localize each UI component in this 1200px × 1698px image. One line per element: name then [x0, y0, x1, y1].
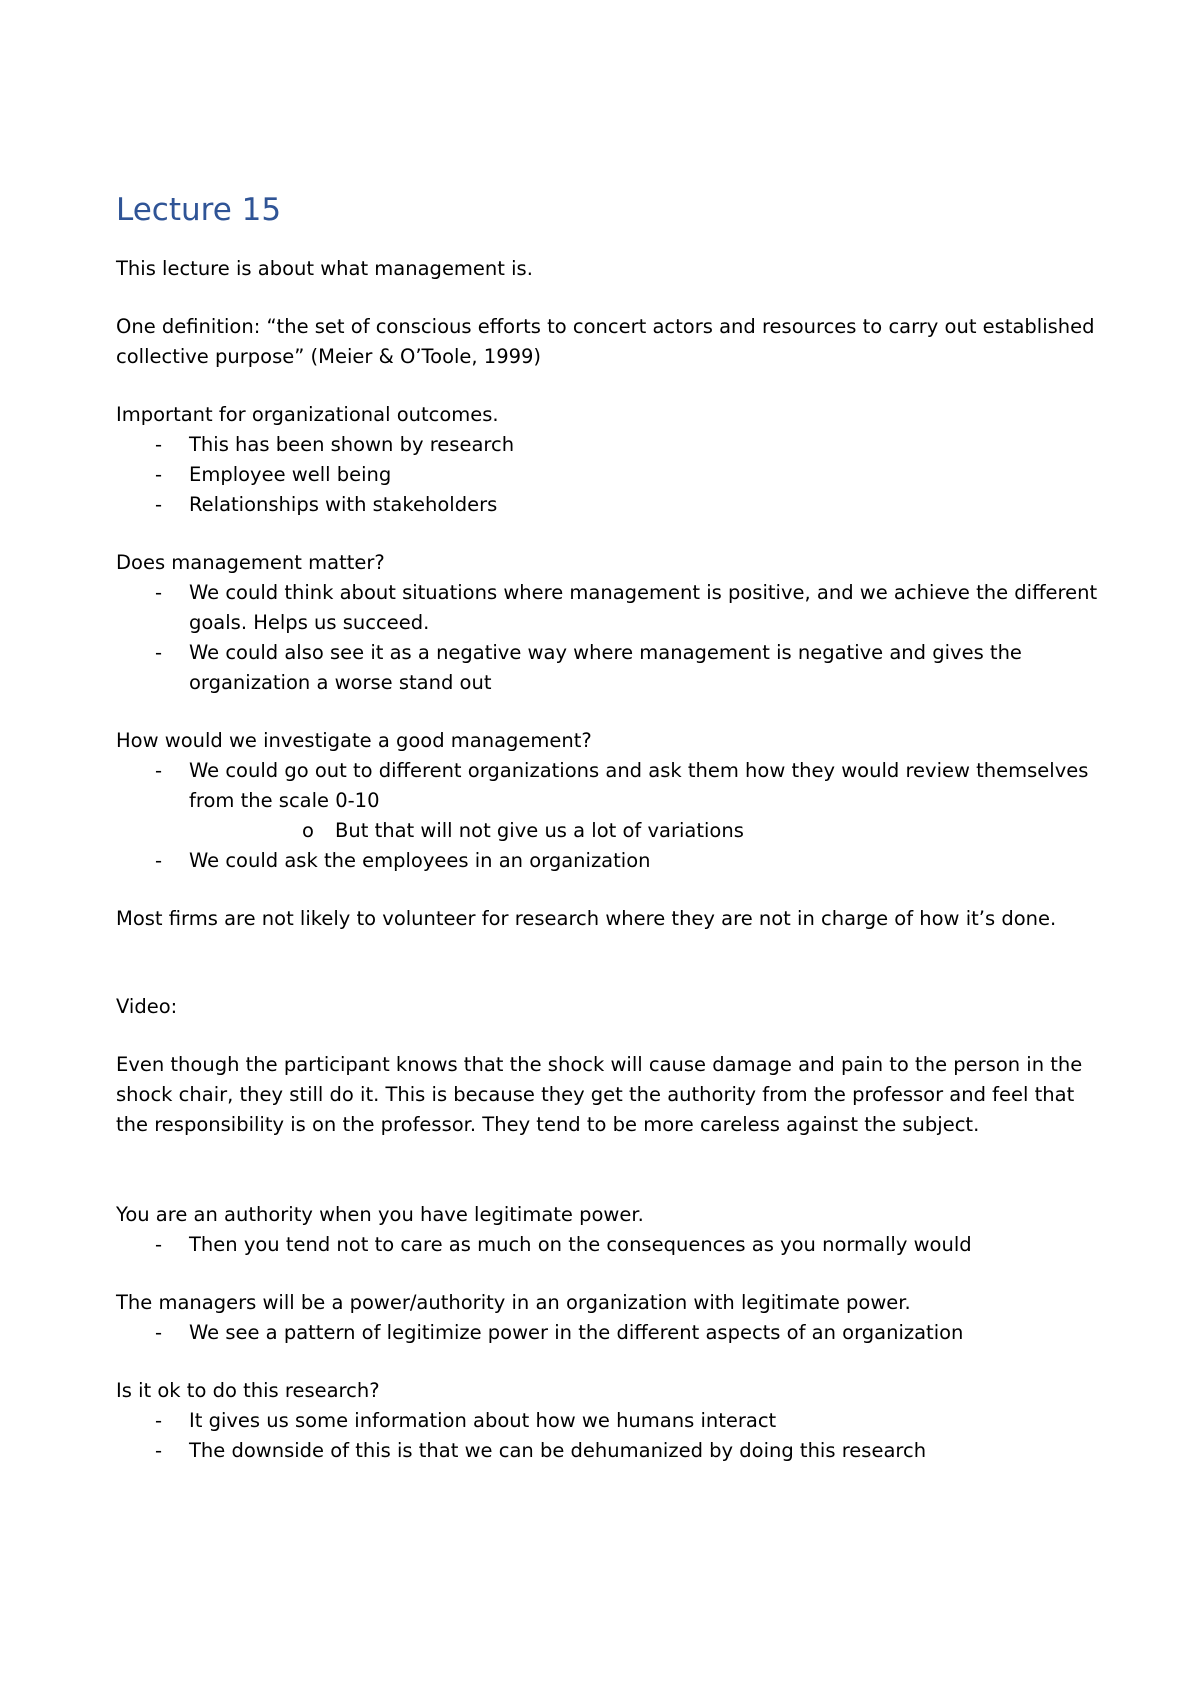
- list-item: - We see a pattern of legitimize power in the different aspects of an organization: [116, 1318, 1106, 1348]
- managers-list: [116, 1318, 1106, 1348]
- list-item: - Employee well being: [116, 460, 1106, 490]
- list-item: - Relationships with stakeholders: [116, 490, 1106, 520]
- list-item: - The downside of this is that we can be dehumanized by doing this research: [116, 1436, 1106, 1466]
- definition-paragraph: One definition: “the set of conscious efforts to concert actors and resources to carry out established collective purpose” (Meier & O’Toole, 1999): [116, 315, 1095, 368]
- investigate-list: [116, 756, 1106, 876]
- list-item: - This has been shown by research: [116, 430, 1106, 460]
- list-item: - Then you tend not to care as much on the consequences as you normally would: [116, 1230, 1106, 1260]
- sub-list-item: o But that will not give us a lot of variations: [189, 816, 1106, 846]
- list-item-text: We could go out to different organizations and ask them how they would review themselves from the scale 0-10: [189, 759, 1089, 812]
- list-item: - We could ask the employees in an organization: [116, 846, 1106, 876]
- matter-heading: Does management matter?: [116, 551, 385, 574]
- video-label: Video:: [116, 995, 178, 1018]
- video-paragraph: Even though the participant knows that the shock will cause damage and pain to the person in the shock chair, they still do it. This is because they get the authority from the professor and feel that the responsibility is on the professor. They tend to be more careless against the subject.: [116, 1053, 1083, 1136]
- research-heading: Is it ok to do this research?: [116, 1379, 380, 1402]
- list-item: - We could think about situations where management is positive, and we achieve the different goals. Helps us succeed.: [116, 578, 1106, 638]
- list-item: - We could also see it as a negative way where management is negative and gives the organization a worse stand out: [116, 638, 1106, 698]
- authority-heading: You are an authority when you have legitimate power.: [116, 1203, 644, 1226]
- list-item: [116, 756, 1106, 846]
- document-content: [116, 190, 1106, 1494]
- sub-list: [189, 816, 1106, 846]
- list-item: - It gives us some information about how we humans interact: [116, 1406, 1106, 1436]
- important-heading: Important for organizational outcomes.: [116, 403, 499, 426]
- intro-paragraph: This lecture is about what management is.: [116, 257, 533, 280]
- research-list: [116, 1406, 1106, 1466]
- matter-list: [116, 578, 1106, 698]
- managers-heading: The managers will be a power/authority in an organization with legitimate power.: [116, 1291, 911, 1314]
- page-title: Lecture 15: [116, 192, 282, 228]
- important-list: [116, 430, 1106, 520]
- firms-paragraph: Most firms are not likely to volunteer for research where they are not in charge of how it’s done.: [116, 907, 1057, 930]
- authority-list: [116, 1230, 1106, 1260]
- investigate-heading: How would we investigate a good management?: [116, 729, 592, 752]
